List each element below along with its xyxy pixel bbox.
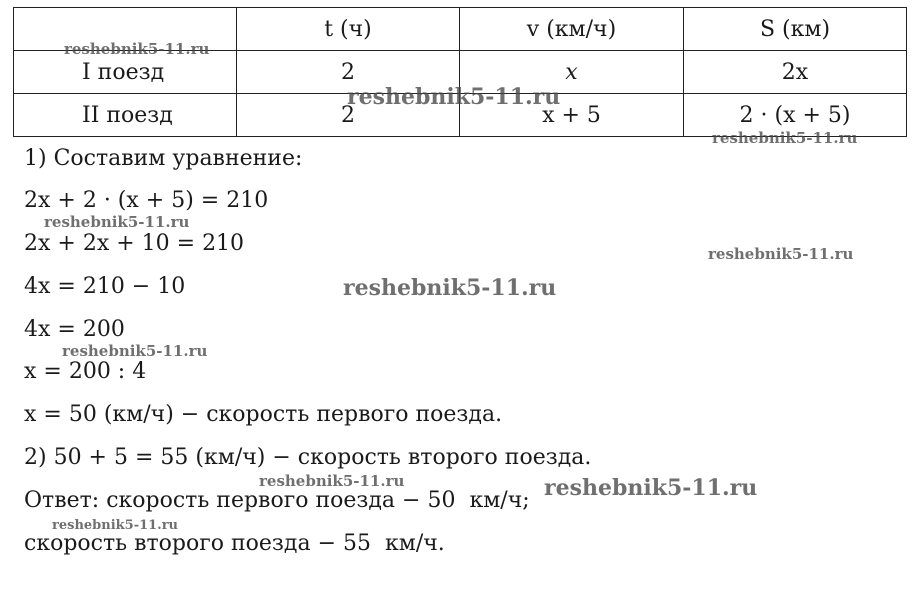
- watermark: reshebnik5-11.ru: [708, 245, 854, 263]
- cell-distance-train-1: 2x: [684, 51, 907, 94]
- watermark: reshebnik5-11.ru: [259, 472, 405, 490]
- cell-speed-train-1: x: [460, 51, 684, 94]
- cell-time-train-1: 2: [237, 51, 460, 94]
- speed-table: [13, 7, 907, 137]
- equation-line-2: 2x + 2x + 10 = 210: [24, 231, 245, 256]
- watermark: reshebnik5-11.ru: [44, 213, 190, 231]
- equation-line-1: 2x + 2 · (x + 5) = 210: [24, 188, 269, 213]
- header-cell-distance: S (км): [684, 8, 907, 51]
- cell-speed-train-2: x + 5: [460, 94, 684, 137]
- solution-step-1-heading: 1) Составим уравнение:: [24, 146, 303, 171]
- header-cell-time: t (ч): [237, 8, 460, 51]
- row-label-train-1: I поезд: [14, 51, 237, 94]
- watermark: reshebnik5-11.ru: [64, 40, 210, 58]
- watermark: reshebnik5-11.ru: [347, 84, 561, 110]
- cell-distance-train-2: 2 · (x + 5): [684, 94, 907, 137]
- watermark: reshebnik5-11.ru: [343, 275, 557, 301]
- cell-time-train-2: 2: [237, 94, 460, 137]
- header-cell-speed: v (км/ч): [460, 8, 684, 51]
- watermark: reshebnik5-11.ru: [712, 129, 858, 147]
- equation-line-3: 4x = 210 − 10: [24, 274, 186, 299]
- answer-line-2: скорость второго поезда − 55 км/ч.: [24, 531, 445, 556]
- row-label-train-2: II поезд: [14, 94, 237, 137]
- equation-line-5: x = 200 : 4: [24, 359, 147, 384]
- watermark: reshebnik5-11.ru: [62, 342, 208, 360]
- result-line-first-train: x = 50 (км/ч) − скорость первого поезда.: [24, 402, 503, 427]
- solution-step-2: 2) 50 + 5 = 55 (км/ч) − скорость второго поезда.: [24, 445, 592, 470]
- watermark: reshebnik5-11.ru: [544, 475, 758, 501]
- equation-line-4: 4x = 200: [24, 317, 125, 342]
- watermark: reshebnik5-11.ru: [52, 518, 179, 533]
- answer-line-1: Ответ: скорость первого поезда − 50 км/ч;: [24, 488, 530, 513]
